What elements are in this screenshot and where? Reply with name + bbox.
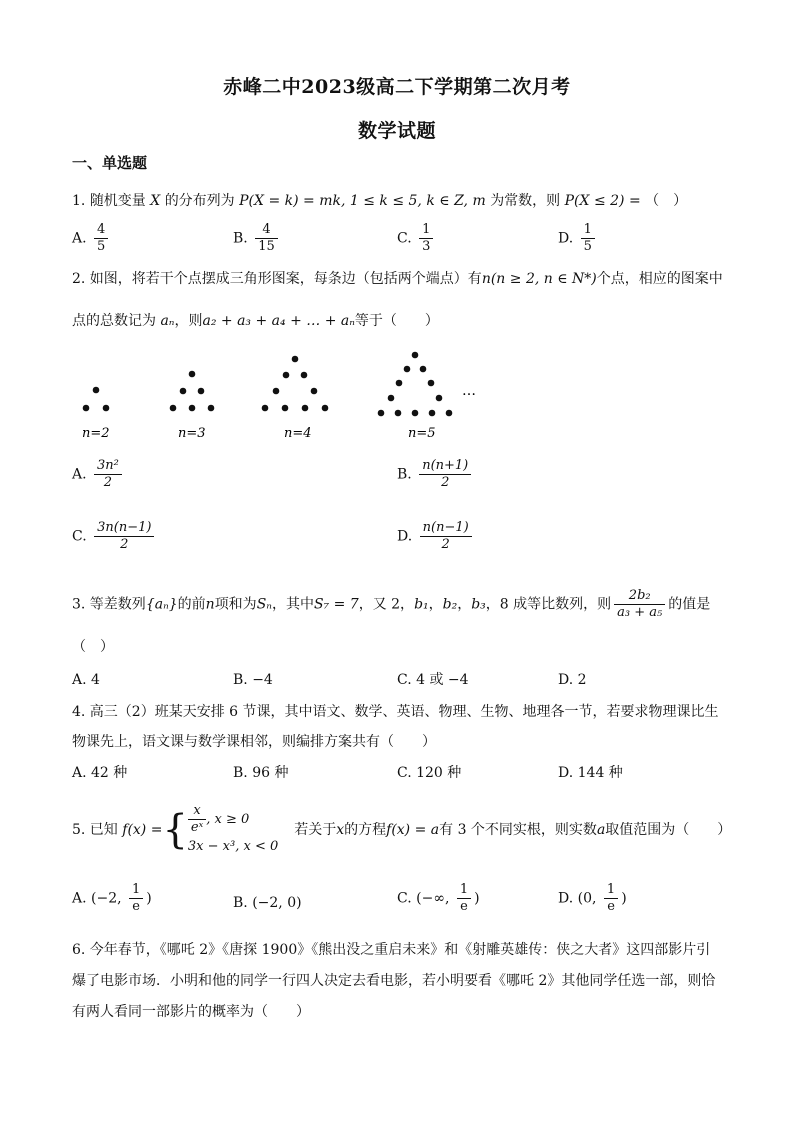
denominator: 2 xyxy=(103,475,113,490)
numerator: 1 xyxy=(419,222,433,239)
q1-option-b[interactable] xyxy=(233,222,281,255)
q2-text: 点的总数记为 xyxy=(72,313,156,329)
q4-option-b[interactable]: B. 96 种 xyxy=(233,765,289,781)
q3-text: 的前 xyxy=(177,596,206,613)
interval-left: (−2, xyxy=(91,890,127,907)
interval-left: (0, xyxy=(577,890,601,907)
question-6-line-3: 有两人看同一部影片的概率为（ ） xyxy=(72,1004,310,1020)
interval: (−2, 0) xyxy=(252,895,302,911)
q5-option-a[interactable] xyxy=(72,882,152,915)
q5-option-d[interactable] xyxy=(558,882,627,915)
q3-text: ，8 成等比数列，则 xyxy=(485,596,612,613)
q1-number: 1. xyxy=(72,193,86,209)
q1-option-c[interactable] xyxy=(397,222,436,255)
question-3: 3. 等差数列{aₙ}的前n项和为Sₙ，其中S₇ = 7，又 2，b₁，b₂，b₃，8 成等比数列，则 $\frac{\text{2b₂}}{\text{a₃ + a₅}}$ 的值是 xyxy=(72,588,711,620)
q2-option-b[interactable] xyxy=(397,458,474,491)
q5-a: a xyxy=(596,822,606,838)
q3-blank: （ ） xyxy=(72,639,114,655)
q3-b3: b₃ xyxy=(471,596,486,613)
triangle-n4 xyxy=(262,356,329,412)
question-2-line-2 xyxy=(72,310,439,332)
figure-label-n3: n=3 xyxy=(178,426,206,441)
question-1 xyxy=(72,190,687,212)
numerator: 4 xyxy=(94,222,108,239)
numerator: 1 xyxy=(581,222,595,239)
option-label: B. xyxy=(233,230,248,247)
denominator: 3 xyxy=(422,239,431,254)
exam-subtitle: 数学试题 xyxy=(357,120,436,142)
q2-option-a[interactable] xyxy=(72,458,125,491)
question-4-line-1: 4. 高三（2）班某天安排 6 节课，其中语文、数学、英语、物理、生物、地理各一节，若要求物理课比生 xyxy=(72,704,719,720)
q1-formula: P(X = k) = mk, 1 ≤ k ≤ 5, k ∈ Z, m xyxy=(239,193,486,209)
interval-right: ) xyxy=(146,890,152,907)
q3-option-d[interactable]: D. 2 xyxy=(558,672,587,688)
piecewise-brace: { xyxy=(162,807,188,853)
q2-text: 个点，相应的图案中 xyxy=(596,271,723,287)
numerator: 1 xyxy=(457,882,471,899)
case-1-condition: , x ≥ 0 xyxy=(206,811,250,827)
numerator: 1 xyxy=(129,882,143,899)
q1-option-d[interactable] xyxy=(558,222,598,255)
triangle-n3 xyxy=(170,371,215,412)
numerator: 3n² xyxy=(94,458,122,475)
denominator: e xyxy=(607,899,615,914)
option-label: D. xyxy=(558,230,574,247)
q4-option-d[interactable]: D. 144 种 xyxy=(558,765,623,781)
fraction xyxy=(604,882,618,915)
question-4-line-2: 物课先上，语文课与数学课相邻，则编排方案共有（ ） xyxy=(72,734,436,750)
denominator: e xyxy=(460,899,468,914)
triangle-dots-figure xyxy=(60,345,500,445)
q2-text: ，则 xyxy=(174,313,203,329)
figure-label-n2: n=2 xyxy=(82,426,110,441)
option-label: C. xyxy=(72,528,87,545)
question-6-line-2: 爆了电影市场．小明和他的同学一行四人决定去看电影，若小明要看《哪吒 2》其他同学任选一部，则恰 xyxy=(72,973,716,989)
fraction xyxy=(129,882,143,915)
question-5 xyxy=(72,802,731,858)
denominator: 2 xyxy=(441,537,450,552)
numerator: x xyxy=(188,803,206,820)
section-heading: 一、单选题 xyxy=(72,154,148,172)
numerator: 4 xyxy=(255,222,278,239)
q5-x: x xyxy=(336,822,345,838)
numerator: 1 xyxy=(604,882,618,899)
option-label: A. xyxy=(72,890,87,907)
denominator: 5 xyxy=(583,239,592,254)
q1-formula-2: P(X ≤ 2) = xyxy=(564,193,641,209)
q3-option-c[interactable]: C. 4 或 −4 xyxy=(397,672,469,688)
q5-text: 有 3 个不同实根，则实数 xyxy=(439,822,597,838)
option-label: C. xyxy=(397,890,412,907)
exam-title: 赤峰二中2023级高二下学期第二次月考 xyxy=(223,76,571,98)
fraction xyxy=(255,222,278,255)
option-label: D. xyxy=(397,528,413,545)
q1-text-post: 为常数，则 xyxy=(490,193,561,209)
fraction xyxy=(457,882,471,915)
q3-n: n xyxy=(205,596,215,613)
option-label: B. xyxy=(233,895,248,911)
option-label: A. xyxy=(72,466,87,483)
denominator: e xyxy=(132,899,140,914)
fraction xyxy=(94,222,108,255)
q1-variable: X xyxy=(150,193,161,209)
q3-sequence: {aₙ} xyxy=(145,596,178,613)
fraction xyxy=(419,458,471,491)
denominator: 2 xyxy=(441,475,450,490)
option-label: A. xyxy=(72,230,87,247)
q1-option-a[interactable] xyxy=(72,222,111,255)
interval-right: ) xyxy=(474,890,480,907)
fraction xyxy=(419,222,433,255)
q4-option-a[interactable]: A. 42 种 xyxy=(72,765,128,781)
option-label: C. xyxy=(397,230,412,247)
q1-text-pre: 随机变量 xyxy=(89,193,146,209)
question-6-line-1: 6. 今年春节，《哪吒 2》《唐探 1900》《熊出没之重启未来》和《射雕英雄传：侠之大者》这四部影片引 xyxy=(72,942,711,958)
triangle-n5 xyxy=(378,352,453,417)
q3-text: ，又 2， xyxy=(358,596,415,613)
fraction xyxy=(94,458,122,491)
triangle-n2 xyxy=(83,387,110,412)
case-2: 3x − x³, x < 0 xyxy=(187,838,279,854)
q3-text: 3. 等差数列 xyxy=(72,596,146,613)
q5-text: 若关于 xyxy=(294,822,337,838)
numerator: n(n+1) xyxy=(419,458,471,475)
figure-label-n4: n=4 xyxy=(284,426,312,441)
q3-text: 项和为 xyxy=(214,596,257,613)
q3-text: 的值是 xyxy=(668,596,711,613)
interval-left: (−∞, xyxy=(416,890,454,907)
q5-option-c[interactable] xyxy=(397,882,480,915)
fraction xyxy=(581,222,595,255)
q2-formula: a₂ + a₃ + a₄ + … + aₙ xyxy=(202,313,355,329)
denominator: eˣ xyxy=(190,819,204,835)
q2-option-c[interactable] xyxy=(72,520,157,553)
q3-s7: S₇ = 7 xyxy=(313,596,359,613)
interval-right: ) xyxy=(621,890,627,907)
q3-b1: b₁ xyxy=(414,596,429,613)
numerator: 3n(n−1) xyxy=(94,520,154,537)
option-label: B. xyxy=(397,466,412,483)
q5-equation: f(x) = a xyxy=(386,822,440,838)
q4-option-c[interactable]: C. 120 种 xyxy=(397,765,462,781)
denominator: 15 xyxy=(258,239,275,254)
fraction xyxy=(188,803,206,836)
denominator: 2 xyxy=(120,537,129,552)
fraction xyxy=(94,520,154,553)
figure-label-n5: n=5 xyxy=(408,426,436,441)
q3-b2: b₂ xyxy=(442,596,458,613)
denominator: a₃ + a₅ xyxy=(617,605,663,620)
q5-text: 取值范围为（ ） xyxy=(605,822,732,838)
q5-option-b[interactable] xyxy=(233,893,302,913)
option-label: D. xyxy=(558,890,574,907)
q2-text: 2. 如图，将若干个点摆成三角形图案，每条边（包括两个端点）有 xyxy=(72,271,482,287)
numerator: 2b₂ xyxy=(614,588,665,605)
denominator: 5 xyxy=(97,239,106,254)
q2-text: 等于（ ） xyxy=(354,313,439,329)
q2-formula: n(n ≥ 2, n ∈ N*) xyxy=(481,271,597,287)
q5-text: 的方程 xyxy=(344,822,387,838)
q5-text: 5. 已知 xyxy=(72,822,118,838)
q1-blank: （ ） xyxy=(645,193,688,209)
fraction xyxy=(420,520,472,553)
case-1 xyxy=(188,803,278,836)
piecewise-cases xyxy=(188,803,278,858)
q3-sn: Sₙ xyxy=(256,596,272,613)
numerator: n(n−1) xyxy=(420,520,472,537)
q2-variable: aₙ xyxy=(160,313,175,329)
q3-option-b[interactable]: B. −4 xyxy=(233,672,273,688)
q5-function: f(x) = xyxy=(122,822,163,838)
question-2-line-1 xyxy=(72,268,723,290)
q3-text: ，其中 xyxy=(271,596,314,613)
q3-option-a[interactable]: A. 4 xyxy=(72,672,100,688)
q3-fraction xyxy=(614,588,665,621)
figure-ellipsis: … xyxy=(462,383,476,399)
q2-option-d[interactable] xyxy=(397,520,475,553)
q1-text-mid: 的分布列为 xyxy=(164,193,235,209)
